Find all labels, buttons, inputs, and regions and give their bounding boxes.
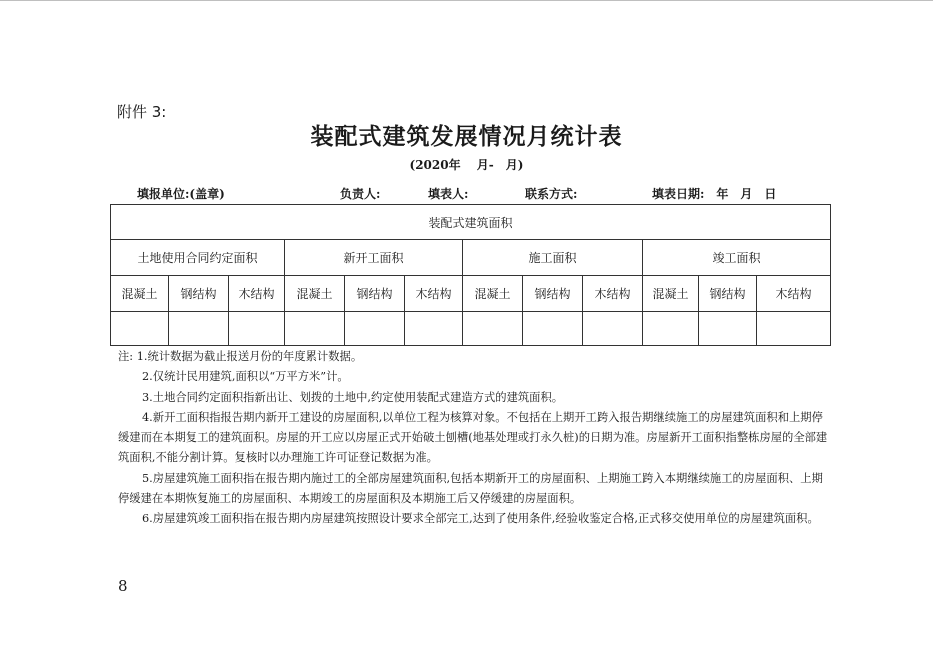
sub-header-cell: 混凝土 bbox=[643, 276, 699, 312]
sub-header-cell: 钢结构 bbox=[345, 276, 405, 312]
sub-header-cell: 木结构 bbox=[757, 276, 831, 312]
note-3: 3.土地合同约定面积指新出让、划拨的土地中,约定使用装配式建造方式的建筑面积。 bbox=[142, 390, 564, 404]
table-row-groups bbox=[111, 240, 831, 276]
attachment-label: 附件 3: bbox=[117, 103, 167, 121]
data-cell bbox=[463, 312, 523, 346]
note-6: 6.房屋建筑竣工面积指在报告期内房屋建筑按照设计要求全部完工,达到了使用条件,经验收鉴定合格,正式移交使用单位的房屋建筑面积。 bbox=[142, 512, 819, 526]
sub-header-cell: 木结构 bbox=[583, 276, 643, 312]
group-new-start: 新开工面积 bbox=[285, 240, 463, 276]
note-5: 5.房屋建筑施工面积指在报告期内施过工的全部房屋建筑面积,包括本期新开工的房屋面积、上期施工跨入本期继续施工的房屋面积、上期停缓建在本期恢复施工的房屋面积、本期竣工的房屋面积及本期施工后又停缓建的房屋面积。 bbox=[118, 471, 823, 506]
page-number: 8 bbox=[118, 577, 128, 595]
data-cell bbox=[643, 312, 699, 346]
data-cell bbox=[757, 312, 831, 346]
sub-header-cell: 混凝土 bbox=[111, 276, 169, 312]
data-cell bbox=[285, 312, 345, 346]
table-row-empty-data bbox=[111, 312, 831, 346]
page-title: 装配式建筑发展情况月统计表 bbox=[310, 123, 623, 150]
sub-header-cell: 混凝土 bbox=[285, 276, 345, 312]
sub-header-cell: 混凝土 bbox=[463, 276, 523, 312]
info-unit: 填报单位:(盖章) bbox=[137, 187, 225, 201]
page-top-edge bbox=[0, 0, 933, 1]
sub-header-cell: 钢结构 bbox=[699, 276, 757, 312]
info-date: 填表日期: 年 月 日 bbox=[652, 187, 777, 201]
data-cell bbox=[699, 312, 757, 346]
statistics-table bbox=[110, 204, 831, 346]
table-row-main-header bbox=[111, 205, 831, 240]
table-row-structure-types bbox=[111, 276, 831, 312]
data-cell bbox=[345, 312, 405, 346]
data-cell bbox=[405, 312, 463, 346]
data-cell bbox=[169, 312, 229, 346]
info-leader: 负责人: bbox=[340, 187, 381, 201]
period-subtitle: (2020年 月- 月) bbox=[409, 158, 524, 172]
info-filler: 填表人: bbox=[428, 187, 469, 201]
sub-header-cell: 木结构 bbox=[405, 276, 463, 312]
data-cell bbox=[111, 312, 169, 346]
data-cell bbox=[523, 312, 583, 346]
sub-header-cell: 木结构 bbox=[229, 276, 285, 312]
group-land-contract: 土地使用合同约定面积 bbox=[111, 240, 285, 276]
group-completed: 竣工面积 bbox=[643, 240, 831, 276]
note-2: 2.仅统计民用建筑,面积以“万平方米”计。 bbox=[142, 370, 349, 384]
notes-section bbox=[118, 347, 830, 530]
group-under-construction: 施工面积 bbox=[463, 240, 643, 276]
data-cell bbox=[583, 312, 643, 346]
main-header-cell: 装配式建筑面积 bbox=[111, 205, 831, 240]
data-cell bbox=[229, 312, 285, 346]
note-4: 4.新开工面积指报告期内新开工建设的房屋面积,以单位工程为核算对象。不包括在上期开工跨入报告期继续施工的房屋建筑面积和上期停缓建而在本期复工的建筑面积。房屋的开工应以房屋正式开始破土刨槽(地基处理或打永久桩)的日期为准。房屋新开工面积指整栋房屋的全部建筑面积,不能分割计算。复核时以办理施工许可证登记数据为准。 bbox=[118, 410, 828, 465]
info-contact: 联系方式: bbox=[525, 187, 578, 201]
note-1: 注: 1.统计数据为截止报送月份的年度累计数据。 bbox=[118, 350, 363, 363]
sub-header-cell: 钢结构 bbox=[523, 276, 583, 312]
sub-header-cell: 钢结构 bbox=[169, 276, 229, 312]
